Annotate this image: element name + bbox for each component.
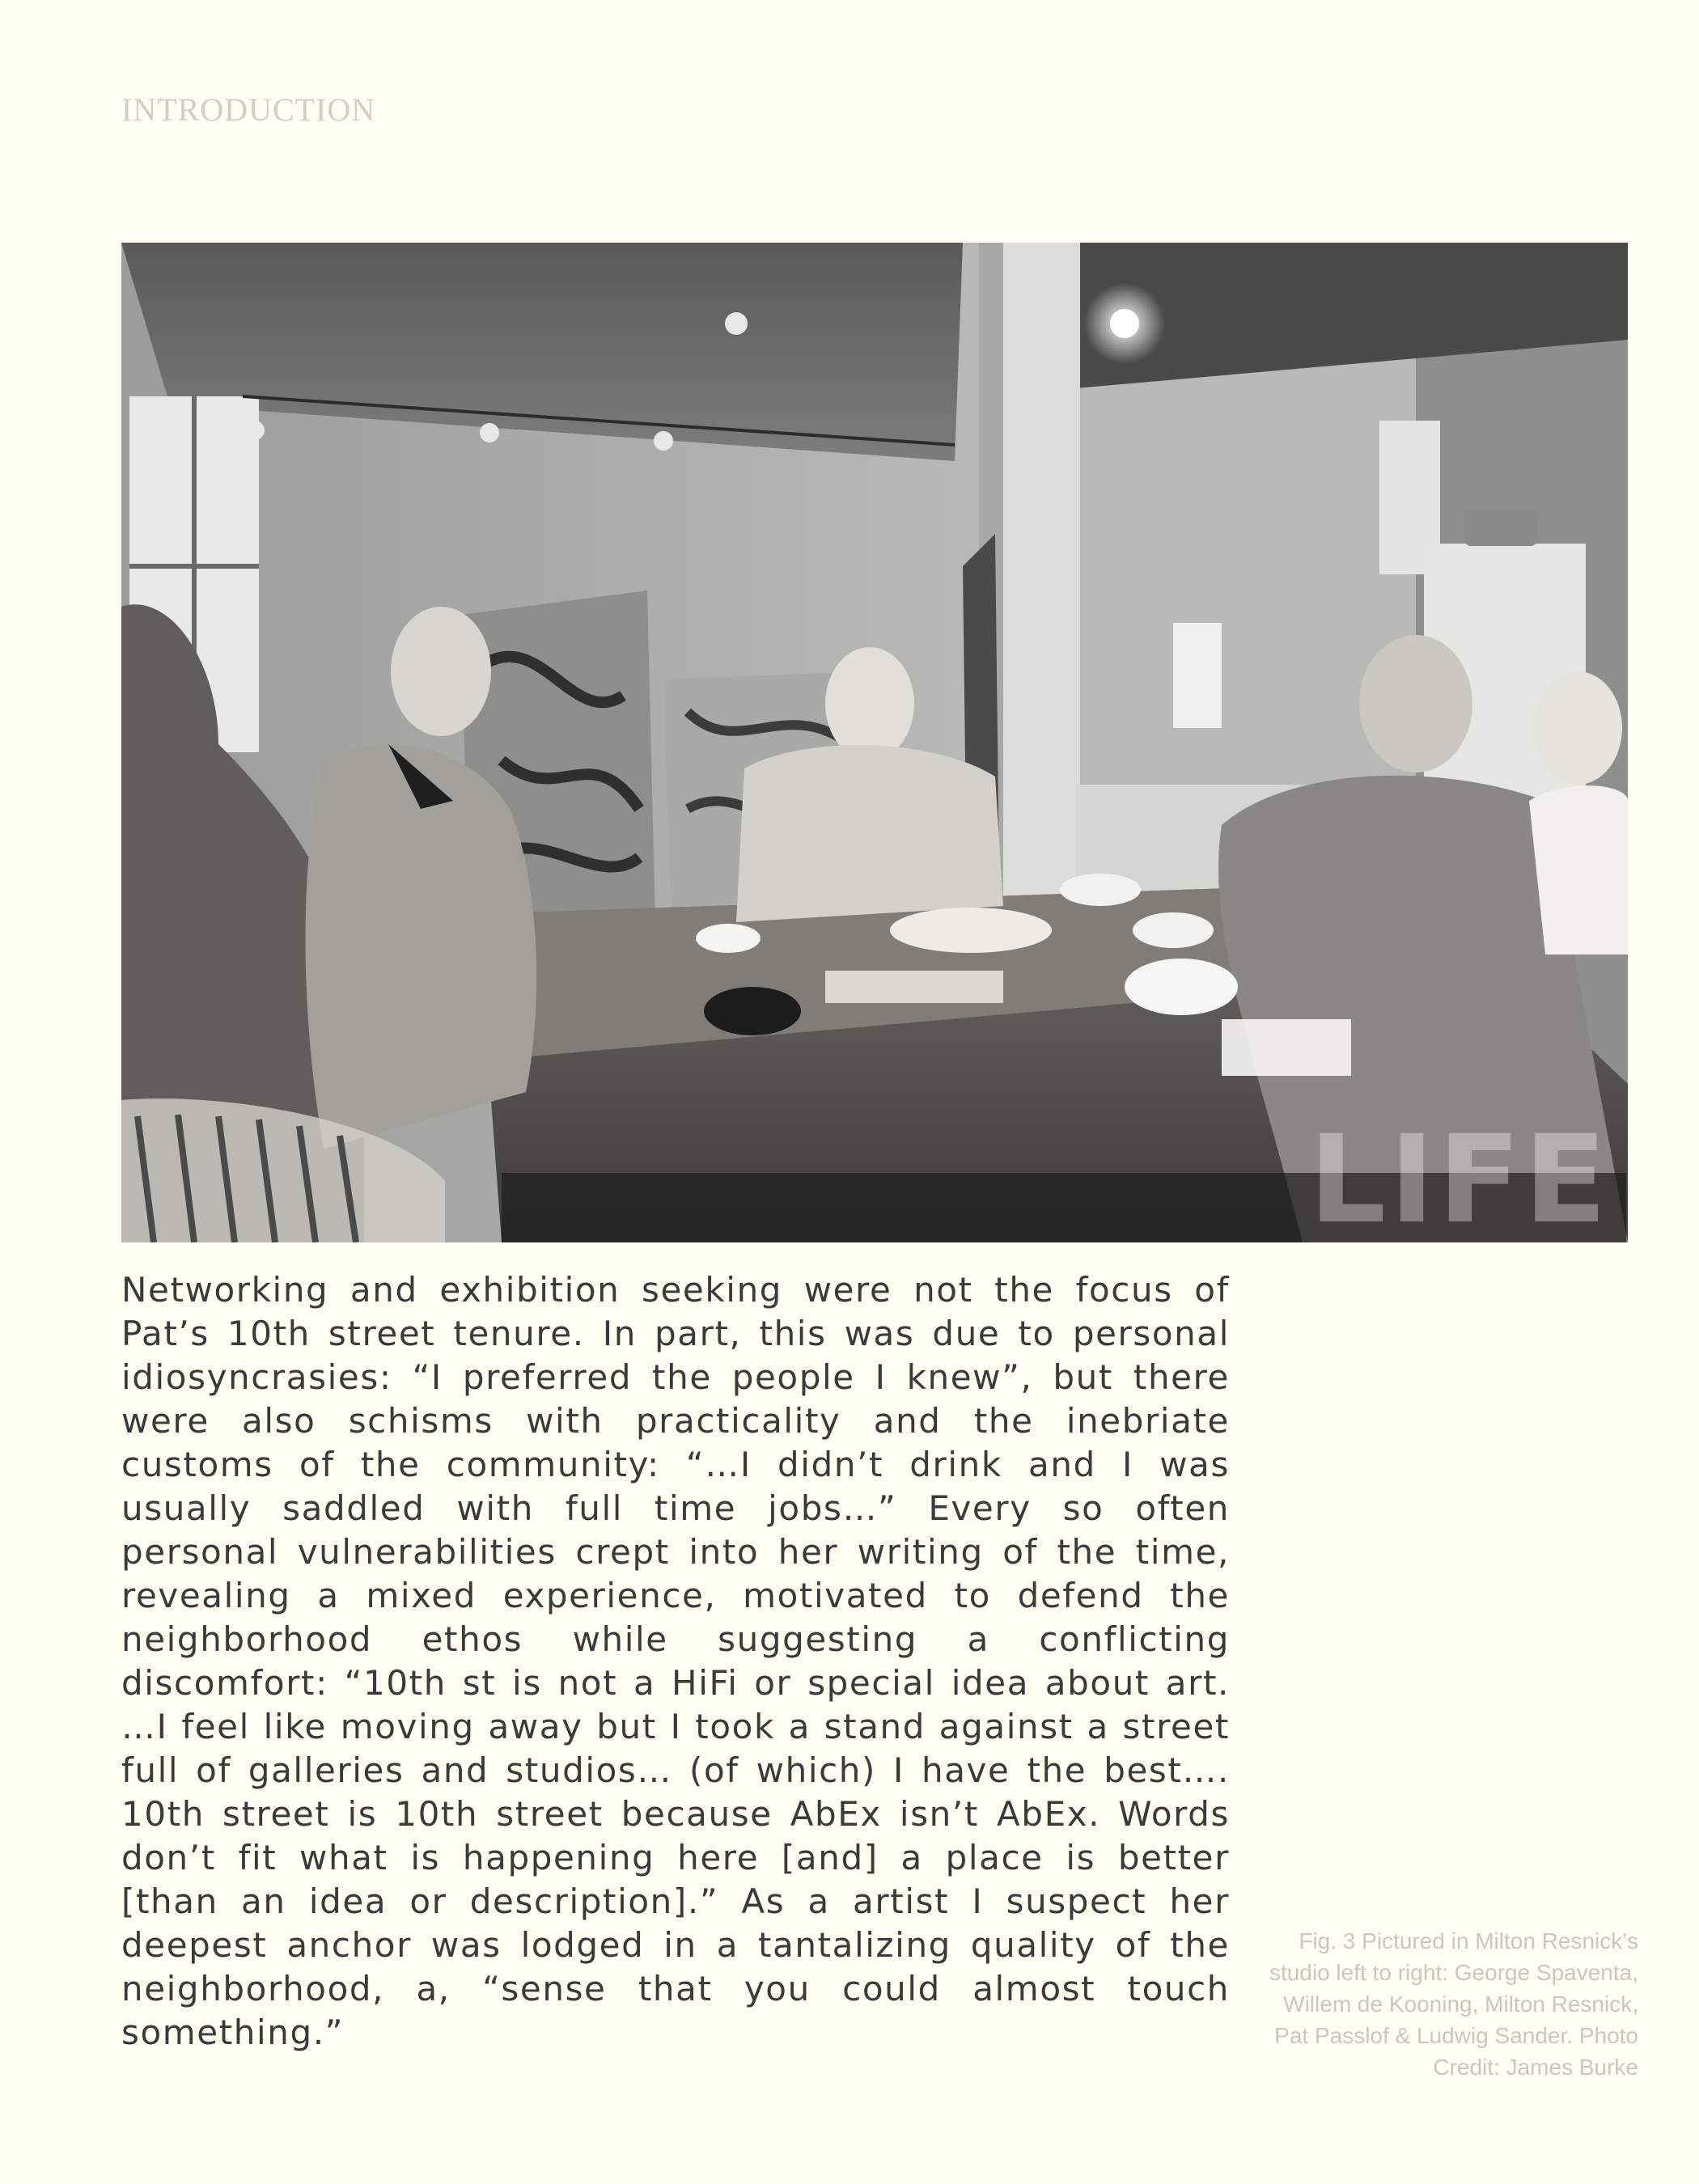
figure-caption: Fig. 3 Pictured in Milton Resnick’s studio left to right: George Spaventa, Willem de Kooning, Milton Resnick, Pat Passlof & Ludwig Sander. Photo Credit: James Burke (1269, 1928, 1638, 2080)
life-watermark: LIFE (1308, 1110, 1610, 1242)
studio-photograph-illustration (121, 243, 1628, 1242)
body-paragraph: Networking and exhibition seeking were not the focus of Pat’s 10th street tenure. In part, this was due to personal idiosyncrasies: “I preferred the people I knew”, but there were also schisms with practicality and the inebriate customs of the community: “…I didn’t drink and I was usually saddled with full time jobs…” Every so often personal vulnerabilities crept into her writing of the time, revealing a mixed experience, motivated to defend the neighborhood ethos while suggesting a conflicting discomfort: “10th st is not a HiFi or special idea about art. …I feel like moving away but I took a stand against a street full of galleries and studios… (of which) I have the best…. 10th street is 10th street because AbEx isn’t AbEx. Words don’t fit what is happening here [and] a place is better [than an idea or description].” As a artist I suspect her deepest anchor was lodged in a tantalizing quality of the neighborhood, a, “sense that you could almost touch something.” (121, 1270, 1230, 2052)
section-label: INTRODUCTION (121, 91, 376, 128)
studio-photograph (121, 243, 1628, 1242)
